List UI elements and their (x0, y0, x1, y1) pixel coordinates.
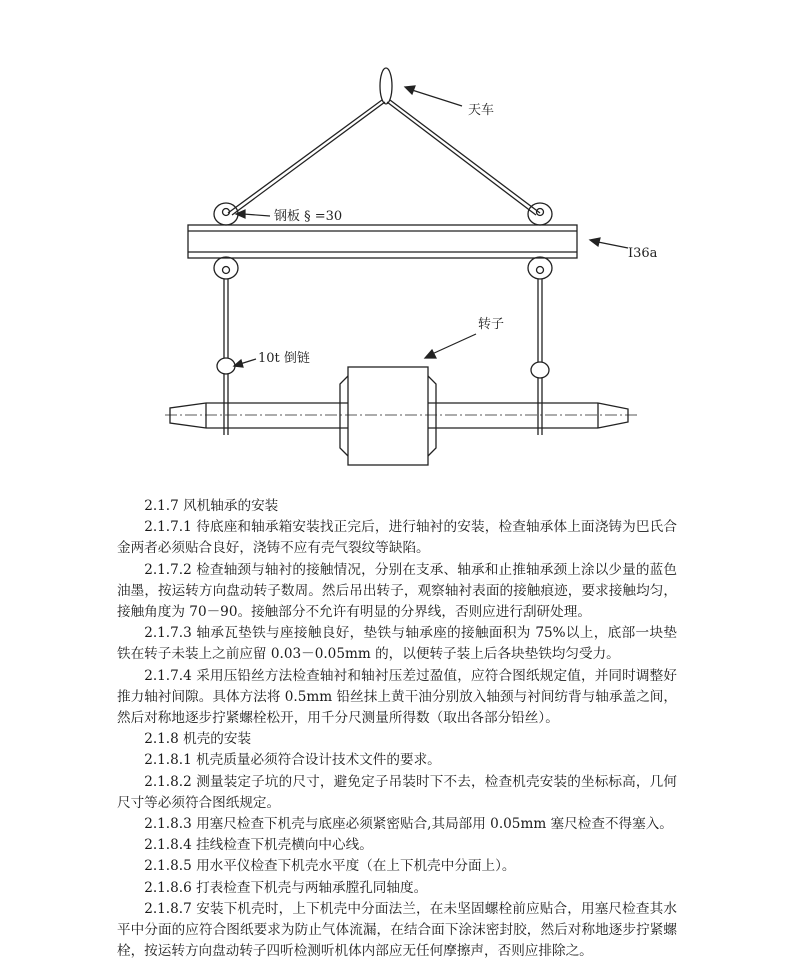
chain-hoist-left (217, 358, 235, 374)
document-body (117, 496, 677, 962)
label-beam: I36a (628, 246, 658, 261)
sling-right-inner (387, 102, 536, 215)
paragraph: 2.1.7.1 待底座和轴承箱安装找正完后，进行轴衬的安装，检查轴承体上面浇铸为巴氏合金两者必须贴合良好，浇铸不应有壳气裂纹等缺陷。 (117, 519, 677, 557)
paragraph: 2.1.8.3 用塞尺检查下机壳与底座必须紧密贴合,其局部用 0.05mm 塞尺检查不得塞入。 (144, 816, 673, 833)
label-plate: 钢板 § =30 (274, 209, 343, 224)
paragraph: 2.1.7.2 检查轴颈与轴衬的接触情况，分别在支承、轴承和止推轴承颈上涂以少量的蓝色油墨，按运转方向盘动转子数周。然后吊出转子，观察轴衬表面的接触痕迹，要求接触均匀，接触角度为 70－90。接触部分不允许有明显的分界线，否则应进行刮研处理。 (117, 561, 677, 621)
sling-right (390, 100, 540, 213)
rotor-body (348, 367, 428, 465)
paragraph: 2.1.8.6 打表检查下机壳与两轴承膛孔同轴度。 (144, 879, 428, 896)
section-heading: 2.1.7 风机轴承的安装 (144, 498, 279, 514)
lug-bottom-left (214, 257, 238, 279)
paragraph: 2.1.8.5 用水平仪检查下机壳水平度（在上下机壳中分面上）。 (144, 858, 516, 875)
lug-top-right (528, 203, 552, 225)
lug-bottom-right (528, 257, 552, 279)
label-crane: 天车 (468, 103, 495, 118)
paragraph: 2.1.8.7 安装下机壳时，上下机壳中分面法兰，在未坚固螺栓前应贴合，用塞尺检查其水平中分面的应符合图纸要求为防止气体流漏，在结合面下涂沫密封胶，然后对称地逐步拧紧螺栓，按运转方向盘动转子四听检测听机体内部应无任何摩擦声，否则应排除之。 (117, 900, 677, 960)
i-beam (188, 225, 577, 258)
paragraph: 2.1.7.4 采用压铅丝方法检查轴衬和轴衬压差过盈值，应符合图纸规定值，并同时调整好推力轴衬间隙。具体方法将 0.5mm 铅丝抹上黄干油分别放入轴颈与衬间纺背与轴承盖之间，然后对称地逐步拧紧螺栓松开，用千分尺测量所得数（取出各部分铅丝）。 (117, 667, 677, 727)
section-heading: 2.1.8 机壳的安装 (144, 731, 252, 748)
paragraph: 2.1.8.1 机壳质量必须符合设计技术文件的要求。 (144, 752, 441, 769)
crane-hook (380, 68, 392, 104)
paragraph: 2.1.7.3 轴承瓦垫铁与座接触良好，垫铁与轴承座的接触面积为 75%以上，底部一块垫铁在转子未装上之前应留 0.03－0.05mm 的，以便转子装上后各块垫铁均匀受力。 (117, 625, 677, 663)
chain-hoist-right (531, 362, 549, 378)
sling-left-inner (232, 102, 385, 215)
paragraph: 2.1.8.4 挂线检查下机壳横向中心线。 (144, 837, 373, 854)
label-rotor: 转子 (478, 317, 505, 332)
paragraph: 2.1.8.2 测量装定子坑的尺寸，避免定子吊装时下不去，检查机壳安装的坐标标高，几何尺寸等必须符合图纸规定。 (117, 773, 677, 811)
label-hoist: 10t 倒链 (258, 351, 310, 366)
sling-left (228, 100, 382, 213)
